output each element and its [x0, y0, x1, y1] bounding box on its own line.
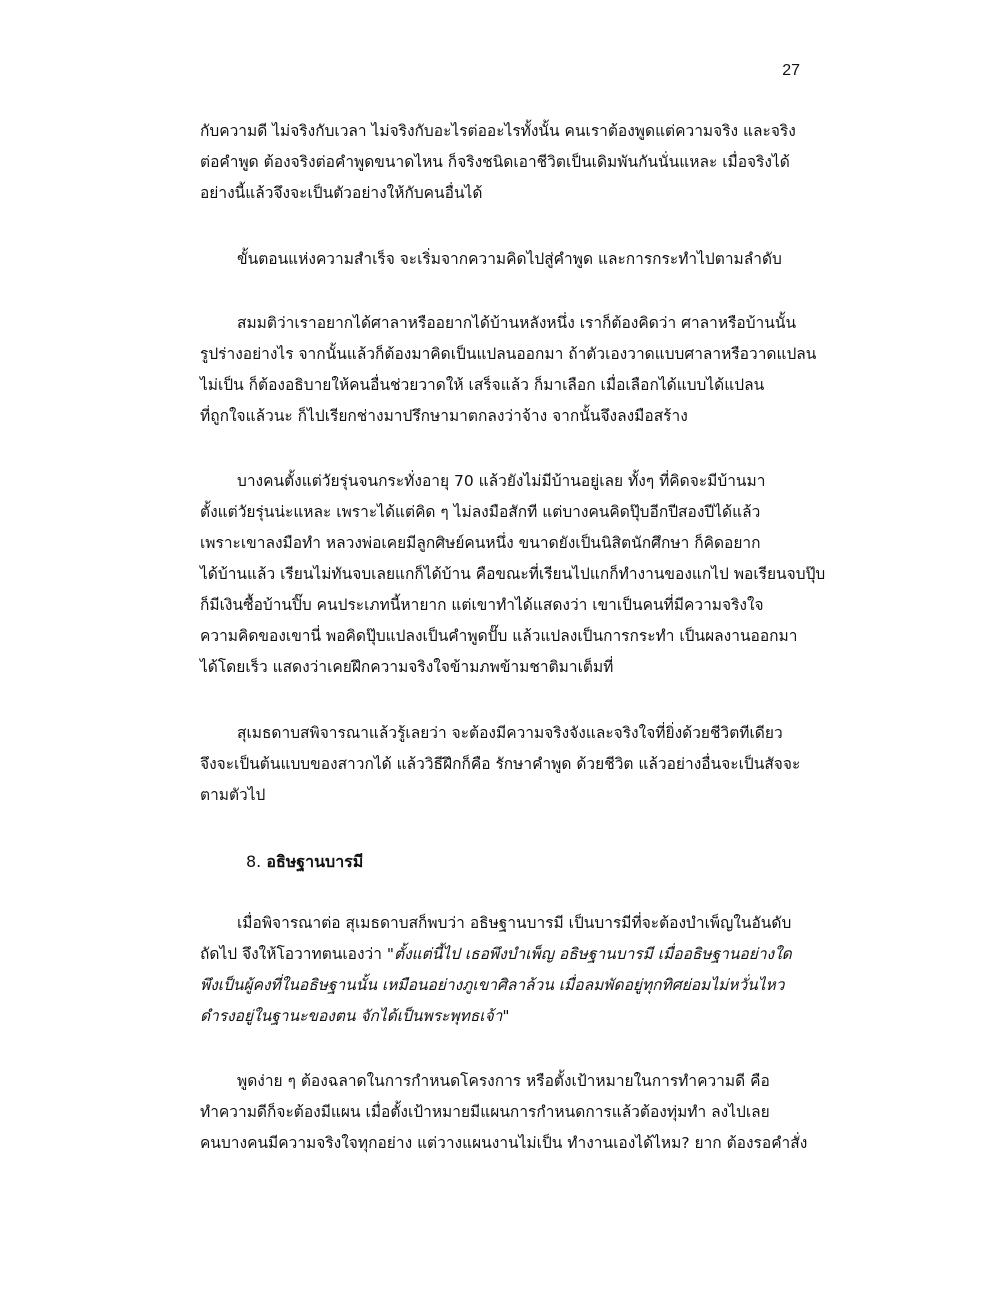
paragraph-7 — [200, 1066, 808, 1159]
section-heading — [246, 846, 363, 877]
text-line: ต่อคำพูด ต้องจริงต่อคำพูดขนาดไหน ก็จริงชนิดเอาชีวิตเป็นเดิมพันกันนั่นแหละ เมื่อจริงได้ — [200, 153, 790, 171]
text-segment: ถัดไป จึงให้โอวาทตนเองว่า — [200, 945, 387, 963]
text-line: ตามตัวไป — [200, 786, 266, 804]
section-number: 8. — [246, 852, 262, 871]
text-line: ได้โดยเร็ว แสดงว่าเคยฝึกความจริงใจข้ามภพข้ามชาติมาเต็มที่ — [200, 658, 614, 676]
text-line: รูปร่างอย่างไร จากนั้นแล้วก็ต้องมาคิดเป็นแปลนออกมา ถ้าตัวเองวาดแบบศาลาหรือวาดแปลน — [200, 345, 817, 363]
text-line: สมมติว่าเราอยากได้ศาลาหรืออยากได้บ้านหลังหนึ่ง เราก็ต้องคิดว่า ศาลาหรือบ้านนั้น — [237, 314, 797, 332]
paragraph-3 — [200, 308, 817, 432]
text-line: สุเมธดาบสพิจารณาแล้วรู้เลยว่า จะต้องมีความจริงจังและจริงใจที่ยิ่งด้วยชีวิตทีเดียว — [237, 724, 783, 742]
text-line: เพราะเขาลงมือทำ หลวงพ่อเคยมีลูกศิษย์คนหนึ่ง ขนาดยังเป็นนิสิตนักศึกษา ก็คิดอยาก — [200, 534, 761, 552]
text-line: ตั้งแต่วัยรุ่นน่ะแหละ เพราะได้แต่คิด ๆ ไม่ลงมือสักที แต่บางคนคิดปุ๊บอีกปีสองปีได้แล้ว — [200, 503, 761, 521]
text-line: จึงจะเป็นต้นแบบของสาวกได้ แล้ววิธีฝึกก็คือ รักษาคำพูด ด้วยชีวิต แล้วอย่างอื่นจะเป็นสัจจะ — [200, 755, 801, 773]
text-line: พูดง่าย ๆ ต้องฉลาดในการกำหนดโครงการ หรือตั้งเป้าหมายในการทำความดี คือ — [237, 1072, 770, 1090]
text-line: อย่างนี้แล้วจึงจะเป็นตัวอย่างให้กับคนอื่นได้ — [200, 184, 483, 202]
paragraph-5 — [200, 718, 800, 811]
text-line: ทำความดีก็จะต้องมีแผน เมื่อตั้งเป้าหมายมีแผนการกำหนดการแล้วต้องทุ่มทำ ลงไปเลย — [200, 1103, 770, 1121]
text-line: ได้บ้านแล้ว เรียนไม่ทันจบเลยแกก็ได้บ้าน คือขณะที่เรียนไปแกก็ทำงานของแกไป พอเรียนจบปุ๊บ — [200, 565, 826, 583]
text-line — [200, 939, 800, 970]
quote-text: พึงเป็นผู้คงที่ในอธิษฐานนั้น เหมือนอย่างภูเขาศิลาล้วน เมื่อลมพัดอยู่ทุกทิศย่อมไม่หวั่นไหว — [200, 976, 785, 994]
text-line: บางคนตั้งแต่วัยรุ่นจนกระทั่งอายุ 70 แล้วยังไม่มีบ้านอยู่เลย ทั้งๆ ที่คิดจะมีบ้านมา — [237, 472, 766, 490]
text-line: ไม่เป็น ก็ต้องอธิบายให้คนอื่นช่วยวาดให้ เสร็จแล้ว ก็มาเลือก เมื่อเลือกได้แบบได้แปลน — [200, 376, 765, 394]
text-line: ก็มีเงินซื้อบ้านปิ๊บ คนประเภทนี้หายาก แต่เขาทำได้แสดงว่า เขาเป็นคนที่มีความจริงใจ — [200, 596, 764, 614]
paragraph-4 — [200, 466, 826, 683]
quote-text: ดำรงอยู่ในฐานะของตน จักได้เป็นพระพุทธเจ้า" — [200, 1007, 510, 1025]
text-line: ที่ถูกใจแล้วนะ ก็ไปเรียกช่างมาปรึกษามาตกลงว่าจ้าง จากนั้นจึงลงมือสร้าง — [200, 407, 688, 425]
paragraph-6 — [200, 908, 800, 1032]
text-line: ขั้นตอนแห่งความสำเร็จ จะเริ่มจากความคิดไปสู่คำพูด และการกระทำไปตามลำดับ — [237, 250, 782, 268]
text-line: กับความดี ไม่จริงกับเวลา ไม่จริงกับอะไรต่ออะไรทั้งนั้น คนเราต้องพูดแต่ความจริง และจริง — [200, 122, 796, 140]
section-title: อธิษฐานบารมี — [266, 852, 364, 871]
paragraph-2 — [200, 244, 800, 275]
text-line: เมื่อพิจารณาต่อ สุเมธดาบสก็พบว่า อธิษฐานบารมี เป็นบารมีที่จะต้องบำเพ็ญในอันดับ — [237, 914, 792, 932]
page-number: 27 — [782, 62, 800, 79]
quote-text: "ตั้งแต่นี้ไป เธอพึงบำเพ็ญ อธิษฐานบารมี เมื่ออธิษฐานอย่างใด — [386, 945, 792, 963]
paragraph-1 — [200, 116, 800, 209]
text-line: ความคิดของเขานี่ พอคิดปุ๊บแปลงเป็นคำพูดปั๊บ แล้วแปลงเป็นการกระทำ เป็นผลงานออกมา — [200, 627, 798, 645]
text-line: คนบางคนมีความจริงใจทุกอย่าง แต่วางแผนงานไม่เป็น ทำงานเองได้ไหม? ยาก ต้องรอคำสั่ง — [200, 1134, 808, 1152]
